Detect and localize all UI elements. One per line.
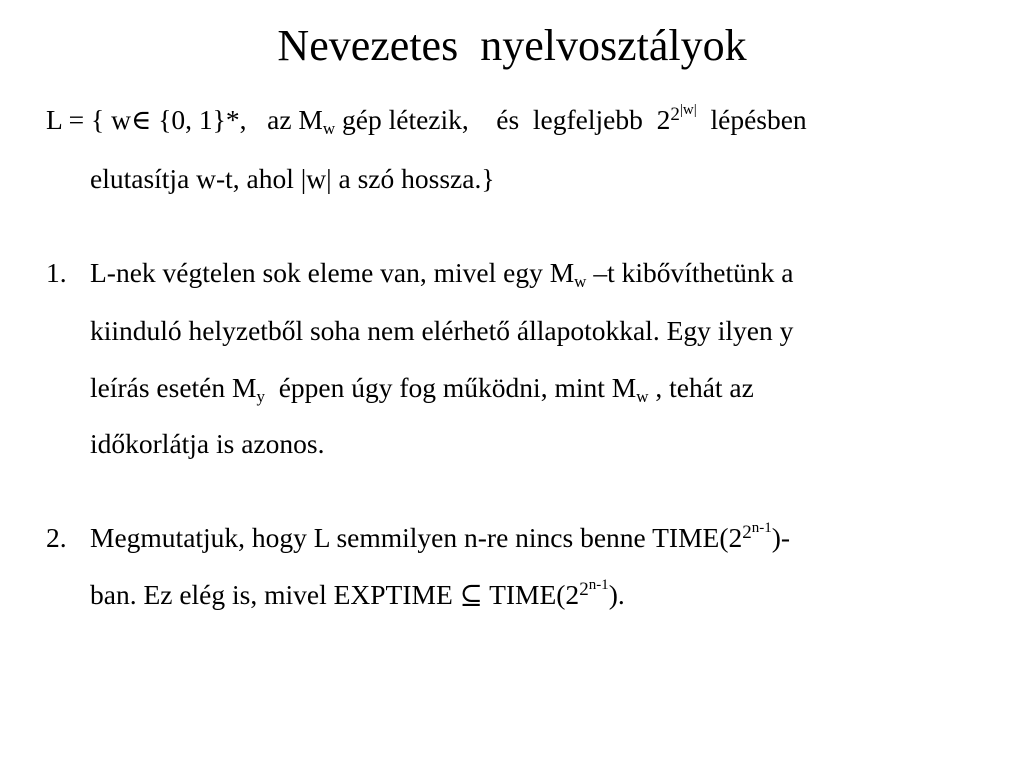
item-2-number: 2. — [46, 522, 67, 553]
definition-end: lépésben — [696, 104, 807, 135]
item-2-line-2-b: TIME(2 — [482, 579, 580, 610]
item-1-line-3 — [90, 370, 754, 406]
definition-mid: gép létezik, és legfeljebb 2 — [335, 104, 671, 135]
item-1-line-4: időkorlátja is azonos. — [90, 428, 325, 459]
element-of-symbol: ∈ — [130, 104, 152, 135]
item-2-text-a: Megmutatjuk, hogy L semmilyen n-re nincs benne TIME(2 — [90, 522, 743, 553]
item-1-line-2: kiinduló helyzetből soha nem elérhető állapotokkal. Egy ilyen y — [90, 315, 794, 346]
item-1-text-a: L-nek végtelen sok eleme van, mivel egy M — [90, 257, 575, 288]
subscript-w: w — [574, 272, 587, 291]
exponent-n-minus-1: n-1 — [588, 577, 609, 593]
exponent-w-length: |w| — [679, 102, 697, 118]
subscript-w: w — [322, 119, 336, 138]
exponent-base: 2n-1 — [579, 577, 609, 600]
item-1-line-1 — [90, 255, 793, 291]
item-2-line-1 — [90, 520, 790, 556]
exponent-base: 2n-1 — [742, 520, 772, 543]
item-2-line-2-a: ban. Ez elég is, mivel EXPTIME — [90, 579, 460, 610]
item-1-line-3-b: éppen úgy fog működni, mint M — [264, 372, 637, 403]
definition-lhs: L = { w — [46, 104, 131, 135]
slide-title: Nevezetes nyelvosztályok — [277, 21, 747, 70]
item-2-text-b: )- — [771, 522, 791, 553]
subscript-w: w — [636, 387, 649, 406]
item-1-number: 1. — [46, 257, 67, 288]
item-2-line-2-c: ). — [608, 579, 625, 610]
item-1-line-3-a: leírás esetén M — [90, 372, 257, 403]
definition-line-1 — [46, 102, 807, 138]
item-1-text-b: –t kibővíthetünk a — [586, 257, 794, 288]
definition-line-2: elutasítja w-t, ahol |w| a szó hossza.} — [90, 163, 495, 194]
exponent-n-minus-1: n-1 — [751, 520, 772, 536]
item-1-line-3-c: , tehát az — [648, 372, 754, 403]
subscript-y: y — [256, 387, 265, 406]
subset-symbol: ⊆ — [459, 579, 483, 610]
definition-set: {0, 1}*, az M — [151, 104, 323, 135]
item-2-line-2 — [90, 577, 625, 613]
exponent-base: 2|w| — [670, 102, 697, 125]
